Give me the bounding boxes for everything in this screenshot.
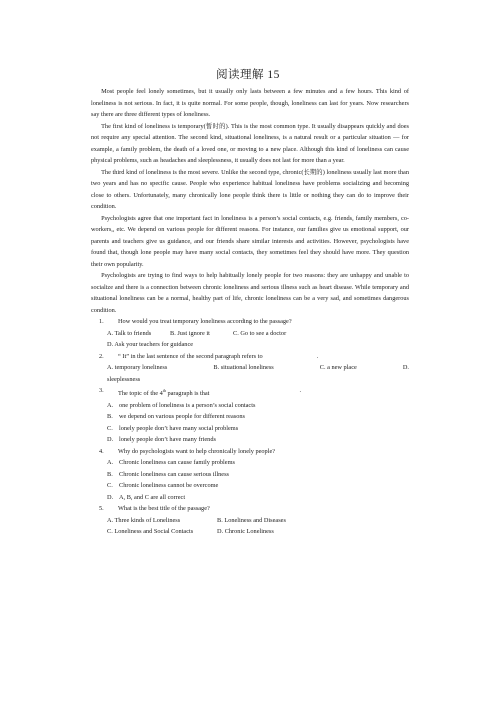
paragraph-1: Most people feel lonely sometimes, but it usually only lasts between a few minutes and a few hours. This kind of loneliness is not serious. In fact, it is quite normal. For some people, though, loneliness can last for years. Now researchers say there are three different types of loneliness.: [91, 88, 409, 118]
option-b[interactable]: B. situational loneliness: [213, 364, 274, 371]
question-2: [91, 351, 409, 386]
question-number: 1.: [99, 318, 104, 325]
option-c[interactable]: C. lonely people don’t have many social problems: [107, 424, 239, 432]
question-stem: What is the best title of the passage?: [118, 505, 210, 513]
paragraph-5: Psychologists are trying to find ways to help habitually lonely people for two reasons: they are unhappy and unable to socialize and there is a connection between chronic loneliness and serious illness such as heart disease. While temporary and situational loneliness can be a normal, healthy part of life, chronic loneliness can be a very sad, and sometimes dangerous condition.: [91, 272, 409, 314]
question-stem: Why do psychologists want to help chronically lonely people?: [118, 447, 276, 455]
answer-blank: [209, 385, 302, 400]
options-row: [91, 526, 409, 538]
paragraph-2: The first kind of loneliness is temporary(暂时的). This is the most common type. It usually disappears quickly and does not require any special attention. The second kind, situational loneliness, is a natural result or a particular situation — for example, a family problem, the death of a loved one, or moving to a new place. Although this kind of loneliness can cause physical problems, such as headaches and sleeplessness, it usually does not last for more than a year.: [91, 122, 409, 164]
question-1: [91, 316, 409, 351]
option-d[interactable]: sleeplessness: [107, 375, 141, 383]
answer-blank: [263, 351, 317, 363]
page-title: 阅读理解 15: [216, 69, 280, 81]
option-c[interactable]: C. Go to see a doctor: [233, 329, 287, 337]
question-number: 2.: [99, 352, 104, 360]
question-3: [91, 385, 409, 446]
option-a[interactable]: A. Chronic loneliness can cause family problems: [107, 459, 235, 467]
question-stem: The topic of the 4th paragraph is that: [118, 388, 210, 398]
question-number: 5.: [99, 505, 104, 513]
option-d[interactable]: D. Chronic Loneliness: [217, 528, 274, 536]
question-number: 3.: [99, 387, 104, 394]
question-stem: “ It” in the last sentence of the second paragraph refers to: [118, 352, 263, 360]
option-a[interactable]: A. Three kinds of Loneliness: [107, 516, 181, 524]
question-number: 4.: [99, 447, 104, 455]
option-d-label[interactable]: D.: [402, 364, 409, 371]
option-c[interactable]: C. Chronic loneliness cannot be overcome: [107, 482, 219, 490]
option-b[interactable]: B. Just ignore it: [170, 329, 210, 337]
option-b[interactable]: B. Chronic loneliness can cause serious illness: [107, 470, 229, 478]
option-a[interactable]: A. temporary loneliness: [107, 364, 168, 371]
option-b[interactable]: B. Loneliness and Diseases: [217, 516, 286, 524]
question-stem-end: .: [299, 387, 302, 394]
question-4: [91, 446, 409, 504]
option-d[interactable]: D. lonely people don’t have many friends: [107, 436, 216, 444]
question-stem-end: .: [316, 352, 319, 360]
question-stem: How would you treat temporary loneliness according to the passage?: [118, 318, 292, 325]
options-row: [91, 362, 409, 374]
option-c[interactable]: C. a new place: [319, 364, 357, 371]
options-row: [91, 328, 409, 340]
options-row: [91, 515, 409, 527]
option-b[interactable]: B. we depend on various people for different reasons: [107, 413, 245, 421]
paragraph-3: The third kind of loneliness is the most severe. Unlike the second type, chronic(长期的) loneliness usually last more than two years and has no specific cause. People who experience habitual loneliness have problems socializing and becoming close to others. Unfortunately, many chronically lone people think there is little or nothing they can do to improve their condition.: [91, 168, 409, 210]
paragraph-4: Psychologists agree that one important fact in loneliness is a person’s social contacts, e.g. friends, family members, co-workers,, etc. We depend on various people for different reasons. For instance, our families give us emotional support, our parents and teachers give us guidance, and our friends share similar interests and activities. However, psychologists have found that, though lone people may have many social contacts, they sometimes feel they should have more. They question their own popularity.: [91, 214, 409, 268]
question-5: [91, 503, 409, 538]
option-a[interactable]: A. Talk to friends: [107, 329, 152, 337]
passage-body: [91, 86, 409, 538]
option-d[interactable]: D. A, B, and C are all correct: [107, 493, 186, 501]
option-a[interactable]: A. one problem of loneliness is a person’s social contacts: [107, 401, 256, 409]
option-d[interactable]: D. Ask your teachers for guidance: [107, 341, 194, 348]
option-c[interactable]: C. Loneliness and Social Contacts: [107, 528, 194, 536]
